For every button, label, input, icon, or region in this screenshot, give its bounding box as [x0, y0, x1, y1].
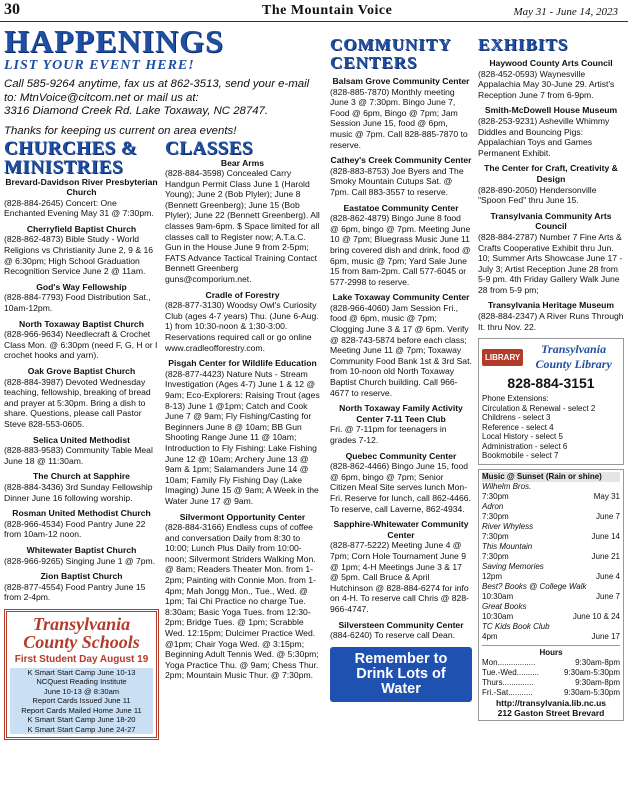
schedule-row — [482, 582, 620, 592]
event-name: North Toxaway Family Activity Center 7-11 Teen Club — [339, 403, 463, 424]
schedule-date: June 7 — [595, 511, 620, 521]
schools-line: K Smart Start Camp June 24-27 — [10, 725, 153, 735]
schedule-row — [482, 622, 620, 632]
event-entry — [478, 58, 624, 100]
event-name: Pisgah Center for Wildlife Education — [168, 358, 317, 369]
exhibits-list — [478, 58, 624, 332]
event-text: (828-884-3436) 3rd Sunday Fellowship Dinner June 16 following worship. — [4, 481, 153, 503]
schedule-row — [482, 492, 620, 502]
remember-water-banner: Remember to Drink Lots of Water — [330, 647, 472, 702]
schedule-date: June 14 — [591, 531, 620, 541]
schedule-date: June 4 — [595, 571, 620, 581]
masthead: The Mountain Voice — [262, 3, 393, 18]
event-entry — [4, 435, 159, 467]
event-entry — [4, 471, 159, 503]
event-text: (828-877-5222) Meeting June 4 @ 7pm; Corn Hole Tournament June 9 @ 1pm; 4-H Meetings June 3 & 17 @ 5pm. Call Bruce & April Hutchinson @ 828-884-6274 for info on 4-H. To reserve call Chris @ 828-966-4747. — [330, 540, 469, 614]
event-name: Haywood County Arts Council — [489, 58, 613, 68]
classes-title: CLASSES — [165, 137, 253, 159]
schedule-event: Adron — [482, 501, 504, 511]
music-at-sunset-head: Music @ Sunset (Rain or shine) — [482, 472, 620, 482]
event-entry — [330, 620, 472, 641]
event-name: Cherryfield Baptist Church — [26, 223, 137, 234]
extension-item: Administration - select 6 — [482, 441, 568, 451]
event-schedule — [482, 482, 620, 642]
classes-section — [165, 139, 320, 741]
hours-time: 9:30am-5:30pm — [563, 667, 620, 677]
event-text: (828-862-4466) Bingo June 15, food @ 6pm, bingo @ 7pm; Senior Citizen Meal Site serves lunch Mon-Fri. Reserve for lunch, call 862-4466. To reserve, call Laverne, 862-4934. — [330, 461, 471, 514]
schedule-date: June 10 & 24 — [572, 611, 620, 621]
schedule-event: 12pm — [482, 571, 503, 581]
intro-line: to: MtnVoice@citcom.net or mail us at: — [4, 91, 199, 104]
event-entry — [330, 292, 472, 398]
event-text: (828-966-9265) Singing June 1 @ 7pm. — [4, 555, 156, 566]
event-entry — [4, 571, 159, 603]
schedule-row — [482, 532, 620, 542]
event-entry — [330, 451, 472, 515]
event-name: God's Way Fellowship — [36, 281, 127, 292]
schedule-row — [482, 482, 620, 492]
event-text: (828-890-2050) Hendersonville "Spoon Fed" thru June 15. — [478, 184, 597, 206]
event-text: (828-884-3987) Devoted Wednesday teaching, fellowship, breaking of bread and prayer at 5:30pm. Bring a dish to share. Questions, please call Pastor Steve 828-553-0605. — [4, 376, 151, 429]
hours-time: 9:30am-5:30pm — [563, 687, 620, 697]
event-entry — [4, 177, 159, 219]
event-text: (828-884-2787) Number 7 Fine Arts & Crafts Cooperative Exhibit thru Jun. 10; Summer Arts Showcase June 17 - July 3; Artist Reception June 28 from 5-9 pm. 4th Friday Gallery Walk June 28 from 5-9 pm; — [478, 231, 623, 295]
schedule-event: Best? Books @ College Walk — [482, 581, 587, 591]
schedule-event: 4pm — [482, 631, 498, 641]
community-title: COMMUNITY CENTERS — [330, 36, 451, 72]
event-name: Smith-McDowell House Museum — [484, 105, 618, 116]
intro-line: Call 585-9264 anytime, fax us at 862-3513, send your e-mail — [4, 78, 310, 90]
event-entry — [330, 403, 472, 445]
event-text: (828-862-4879) Bingo June 8 food @ 6pm, bingo @ 7pm. Meeting June 10 @ 7pm; Bluegrass Music June 11 bring covered dish and drink, food @ 6pm, music @ 7pm; Yard Sale June 15 from 8am-2pm. Call 577-6045 or 577-2998 to reserve. — [330, 213, 471, 287]
event-name: Lake Toxaway Community Center — [332, 292, 470, 303]
event-text: (828-883-9583) Community Table Meal June 18 @ 11:30am. — [4, 445, 153, 466]
extension-item: Circulation & Renewal - select 2 — [482, 403, 596, 413]
community-column — [330, 36, 472, 702]
event-entry — [165, 512, 320, 682]
library-box — [478, 338, 624, 465]
event-entry — [478, 105, 624, 158]
event-text: (828-877-4554) Food Pantry June 15 from 2-4pm. — [4, 581, 146, 603]
event-entry — [4, 366, 159, 430]
event-entry — [478, 211, 624, 296]
schedule-row — [482, 562, 620, 572]
event-name: Rosman United Methodist Church — [12, 508, 151, 519]
schedule-event: TC Kids Book Club — [482, 621, 550, 631]
schedule-date: June 21 — [591, 551, 620, 561]
library-hours — [482, 645, 620, 698]
event-text: (828-884-3598) Concealed Carry Handgun Permit Class June 1 (Harold Young); June 2 (Bob Plyler); June 8 (Bennett Greenberg); June 15 (Bob Plyler); June 22 (Bennett Greenberg). All classes 9am-6pm. $ Space limited for all classes call to Register now; A.T.a.C. Gun in the House June 9 from 2-5pm; FATS Advance Tactical Training Contact Bennett Greenberg guns@comporium.net. — [165, 168, 320, 285]
event-entry — [330, 519, 472, 614]
schedule-date: June 7 — [595, 591, 620, 601]
library-address: 212 Gaston Street Brevard — [497, 707, 605, 718]
schedule-event: 7:30pm — [482, 511, 509, 521]
sub-columns — [4, 139, 320, 741]
schedule-event: 10:30am — [482, 591, 514, 601]
library-logo-icon: LIBRARY — [482, 349, 523, 366]
event-name: Cathey's Creek Community Center — [330, 155, 472, 166]
event-name: Silvermont Opportunity Center — [179, 511, 306, 522]
hours-day: Fri.-Sat........... — [482, 687, 533, 697]
schools-line: K Smart Start Camp June 10-13 — [10, 668, 153, 678]
extension-item: Local History - select 5 — [482, 432, 563, 442]
event-text: (828-884-2645) Concert: One Enchanted Evening May 31 @ 7:30pm. — [4, 197, 154, 219]
schedule-row — [482, 572, 620, 582]
library-url[interactable]: http://transylvania.lib.nc.us — [495, 697, 607, 708]
hours-row — [482, 688, 620, 698]
ext-list — [482, 404, 620, 461]
library-name: Transylvania County Library — [535, 342, 612, 372]
event-name: The Church at Sapphire — [33, 471, 130, 482]
schools-banner — [4, 609, 159, 741]
event-text: (828-253-9231) Asheville Whimmy Diddles and Bouncing Pigs: Appalachian Toys and Games Permanent Exhibit. — [478, 115, 610, 158]
event-entry — [165, 158, 320, 285]
event-name: Cradle of Forestry — [205, 289, 280, 300]
schedule-event: 7:30pm — [482, 551, 509, 561]
event-name: Transylvania Heritage Museum — [487, 300, 615, 311]
event-entry — [478, 163, 624, 205]
event-text: (828-966-4060) Jam Session Fri., food @ 6pm, music @ 7pm; Clogging June 3 & 17 @ 6pm. Verify @ 828-743-5874 before each class; Meeting June 11 @ 7pm; Toxaway Community Food Bank 1st & 3rd Sat. from 10-noon old North Toxaway Baptist Church building. Call 966-4677 to reserve. — [330, 302, 472, 398]
event-name: Quebec Community Center — [345, 450, 457, 461]
event-name: Transylvania Community Arts Council — [490, 210, 612, 232]
schools-line: NCQuest Reading Institute — [10, 677, 153, 687]
schools-name: Transylvania County Schools — [23, 613, 140, 652]
library-phone: 828-884-3151 — [507, 375, 595, 392]
event-entry — [4, 224, 159, 277]
hours-time: 9:30am-8pm — [575, 657, 620, 667]
churches-title: CHURCHES & MINISTRIES — [4, 137, 138, 178]
ext-title: Phone Extensions: — [482, 394, 549, 404]
event-text: Fri. @ 7-11pm for teenagers in grades 7-12. — [330, 424, 447, 445]
event-text: (828-883-8753) Joe Byers and The Smoky Mountain Cutups Sat. @ 7pm. Call 883-3557 to reserve. — [330, 165, 464, 197]
event-text: (828-877-3130) Woodsy Owl's Curiosity Club (ages 4-7 years) Thu. (June 6-Aug. 1) from 10:30-noon & 1:30-3:00. Reservations required call or go online www.cradleofforestry.com. — [165, 300, 319, 353]
churches-section — [4, 139, 159, 741]
event-name: Silversteen Community Center — [338, 619, 464, 630]
event-text: (828-877-4423) Nature Nuts - Stream Investigation (Ages 4-7) June 1 & 12 @ 9am; Eco-Explorers: Raising Trout (ages 8-13) June 1 @1pm; Catch and Cook June 7 @ 9am; Fly Fishing/Casting for Beginners June 8 @ 10am; BB Gun Shooting Range June 11 @ 10am; Introduction to Fly Fishing: Lake Fishing June 12 @ 10am; Archery June 13 @ 9am & 1pm; Salamanders June 14 @ 10am; Family Fly Fishing Day (Lake Imaging) June 15 @ 9am; A Week in the Water June 17 @ 9am. — [165, 368, 320, 506]
event-text: (828-884-7793) Food Distribution Sat., 10am-12pm. — [4, 292, 151, 314]
hours-list — [482, 658, 620, 698]
happenings-tagline: LIST YOUR EVENT HERE! — [4, 58, 195, 73]
schedule-date: May 31 — [593, 491, 620, 501]
schedule-row — [482, 552, 620, 562]
schedule-row — [482, 612, 620, 622]
thanks-line: Thanks for keeping us current on area events! — [4, 124, 237, 137]
first-student-day: First Student Day August 19 — [14, 653, 149, 665]
event-text: (828-966-9634) Needlecraft & Crochet Class Mon. @ 6:30pm (need F, G, H or I crochet hooks and yarn). — [4, 329, 158, 361]
schedule-row — [482, 502, 620, 512]
schools-line: Report Cards Issued June 11 — [10, 696, 153, 706]
event-name: Zion Baptist Church — [40, 571, 123, 582]
event-entry — [165, 290, 320, 354]
schedule-row — [482, 512, 620, 522]
hours-title: Hours — [539, 647, 563, 657]
event-name: Sapphire-Whitewater Community Center — [333, 519, 469, 540]
submission-info — [4, 78, 320, 119]
happenings-title: HAPPENINGS — [4, 24, 224, 59]
event-text: (884-6240) To reserve call Dean. — [330, 630, 455, 641]
event-text: (828-966-4534) Food Pantry June 22 from 10am-12 noon. — [4, 518, 146, 540]
schedule-row — [482, 542, 620, 552]
hours-row — [482, 658, 620, 668]
hours-day: Tue.-Wed.......... — [482, 667, 539, 677]
event-name: North Toxaway Baptist Church — [19, 318, 144, 329]
schools-line: Report Cards Mailed Home June 11 — [10, 706, 153, 716]
schedule-event: This Mountain — [482, 541, 533, 551]
event-entry — [330, 155, 472, 197]
exhibits-column — [478, 36, 624, 721]
library-header — [482, 342, 620, 372]
event-text: (828-885-7870) Monthly meeting June 3 @ 7:30pm. Bingo June 7, Food @ 6pm, Bingo @ 7pm; Jam Session June 15, food @ 6pm, music @ 7pm. Call 828-885-7870 to reserve. — [330, 86, 468, 150]
hours-time: 9:30am-8pm — [575, 677, 620, 687]
page-header — [0, 0, 628, 22]
event-entry — [478, 300, 624, 332]
schedule-row — [482, 632, 620, 642]
event-entry — [330, 76, 472, 150]
event-name: Bear Arms — [220, 157, 265, 168]
event-entry — [165, 358, 320, 506]
event-name: Oak Grove Baptist Church — [27, 366, 136, 376]
event-text: (828-452-0593) Waynesville Appalachia May 30-June 29. Artist's Reception June 7 from 6-9pm. — [478, 68, 615, 100]
schools-lines — [10, 668, 153, 735]
event-entry — [4, 282, 159, 314]
event-name: Selica United Methodist — [33, 434, 130, 445]
churches-list — [4, 177, 159, 603]
hours-row — [482, 678, 620, 688]
phone-extensions — [482, 394, 620, 461]
schools-line: June 10-13 @ 8:30am — [10, 687, 153, 697]
schedule-event: 7:30pm — [482, 531, 509, 541]
hours-day: Thurs.............. — [482, 677, 534, 687]
schedule-row — [482, 592, 620, 602]
classes-list — [165, 158, 320, 682]
event-name: Eastatoe Community Center — [343, 202, 459, 213]
community-list — [330, 76, 472, 641]
exhibits-title: EXHIBITS — [478, 36, 569, 54]
event-entry — [4, 508, 159, 540]
event-name: Brevard-Davidson River Presbyterian Church — [5, 176, 158, 198]
page-number: 30 — [4, 1, 20, 18]
library-events — [478, 469, 624, 721]
hours-day: Mon................. — [482, 657, 536, 667]
extension-item: Reference - select 4 — [482, 422, 554, 432]
schedule-event: 7:30pm — [482, 491, 509, 501]
schedule-row — [482, 522, 620, 532]
happenings-column — [4, 24, 320, 740]
schedule-event: 10:30am — [482, 611, 514, 621]
event-name: The Center for Craft, Creativity & Design — [484, 163, 618, 184]
event-text: (828-884-2347) A River Runs Through It. thru Nov. 22. — [478, 311, 624, 332]
intro-line: 3316 Diamond Creek Rd. Lake Toxaway, NC 28747. — [4, 105, 269, 117]
schools-line: K Smart Start Camp June 18-20 — [10, 715, 153, 725]
schedule-row — [482, 602, 620, 612]
schedule-event: Saving Memories — [482, 561, 544, 571]
extension-item: Childrens - select 3 — [482, 413, 551, 423]
schedule-event: Wilhelm Bros. — [482, 481, 532, 491]
event-text: (828-862-4873) Bible Study - World Religions vs Christianity June 2, 9 & 16 @ 6:30pm; High School Graduation Recognition Service June 2 @ 11am. — [4, 234, 154, 277]
schedule-event: River Whyless — [482, 521, 534, 531]
schedule-date: June 17 — [591, 631, 620, 641]
event-name: Balsam Grove Community Center — [332, 76, 470, 86]
hours-row — [482, 668, 620, 678]
extension-item: Bookmobile - select 7 — [482, 451, 559, 461]
event-name: Whitewater Baptist Church — [26, 544, 137, 555]
event-entry — [4, 545, 159, 566]
event-entry — [330, 203, 472, 288]
schedule-event: Great Books — [482, 601, 527, 611]
issue-date: May 31 - June 14, 2023 — [513, 6, 618, 18]
event-entry — [4, 319, 159, 361]
event-text: (828-884-3166) Endless cups of coffee and conversation Daily from 8:30 to 10:00; Lunch Plus Daily from 10:00-noon; Silvermont Striders Walking Mon. @ 8am; Readers Theater Mon. from 1-2pm; Painting with Connie Mon. from 1-4pm; Mah Jongg Mon., Tue., Wed. @ 1pm; Tai Chi Practice no charge Tue. 8:30am; Basic Yoga Tues. from 12:30-2pm; Bridge Tues. @ 1pm; Scrabble Wed. 12:15pm; Dulcimer Practice Wed. @1pm; Chair Yoga Wed. @ 3:15pm; Beginning Adult Tennis Wed. @ 5:30pm; Yoga Practice Thu. @ 9am; Chess Thur. 2pm; Mountain Music Thur. @ 7:30pm. — [165, 522, 319, 681]
